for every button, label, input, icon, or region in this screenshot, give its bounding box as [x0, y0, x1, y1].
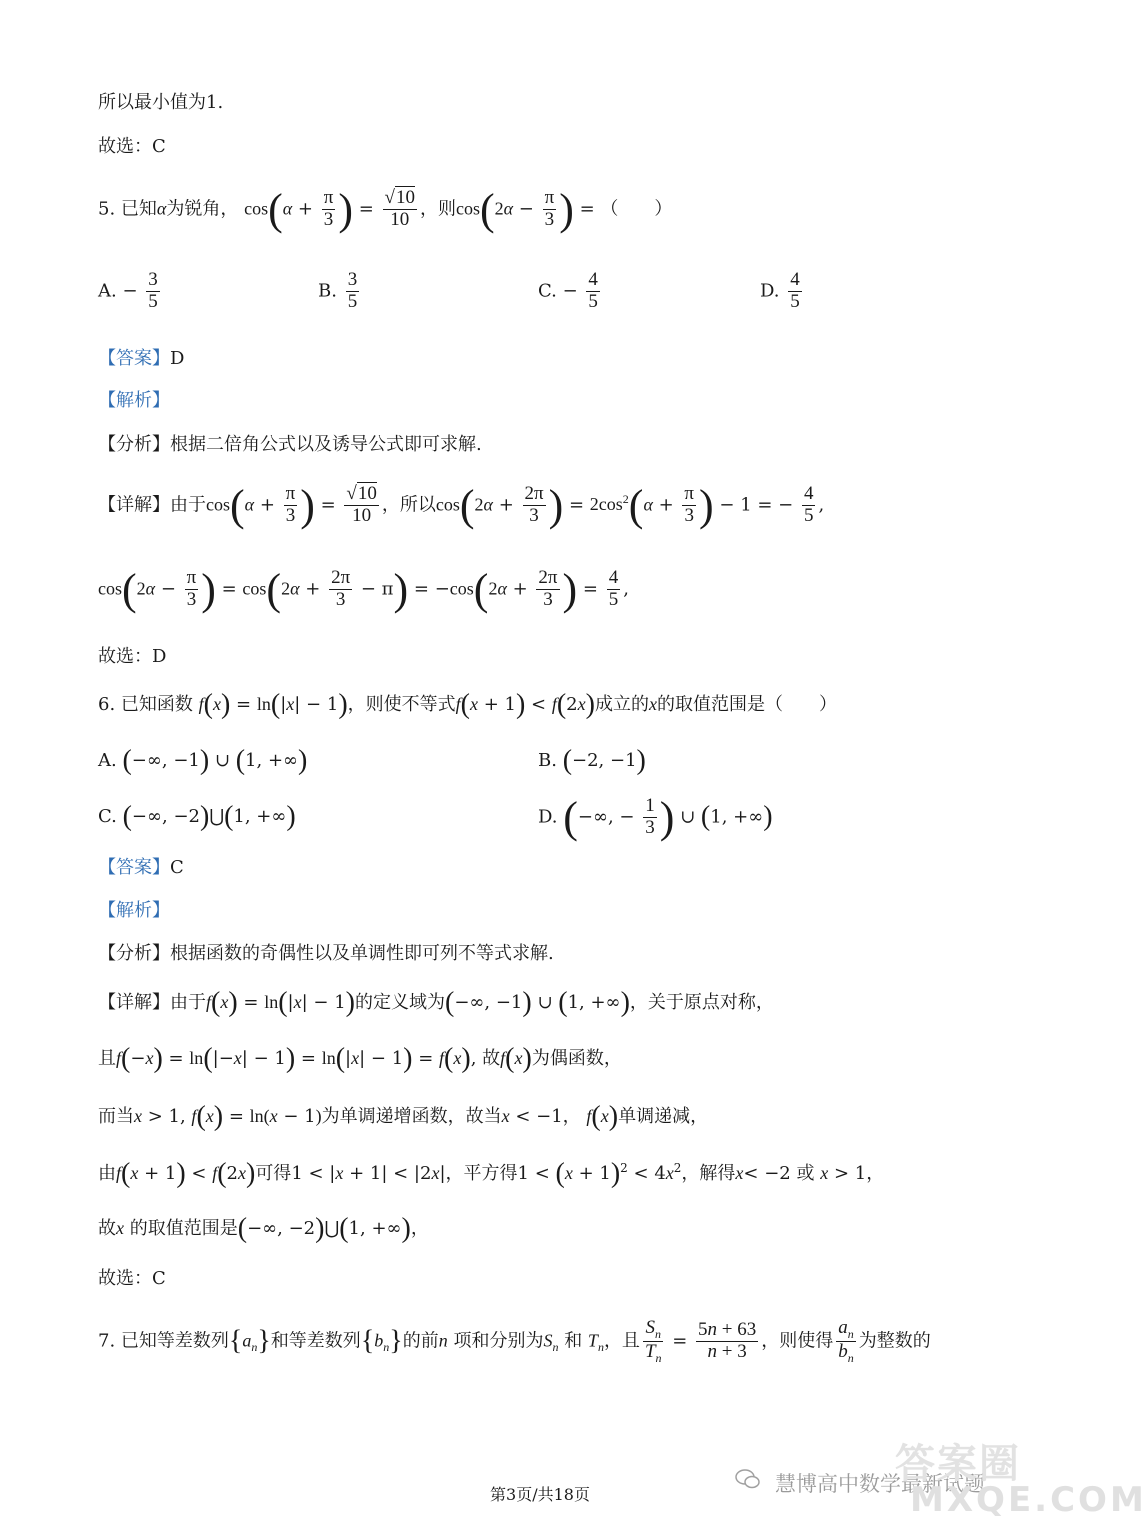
analysis-5: 【分析】根据二倍角公式以及诱导公式即可求解. [98, 434, 482, 455]
page-number: 第3页/共18页 [490, 1485, 590, 1504]
option-5d: D. $\frac{4}{5}$ [760, 269, 800, 312]
detail-5-line1: 【详解】由于cos(α + $\frac{\pi}{3}$ ) = $\frac{√10}{10}$ ，所以cos(2α + $\frac{2\pi}{3}$ ) = $2\cos^2(\alpha$ + $\frac{\pi}{3}$ ) − 1 = − $\frac{4}{5}$ , [98, 480, 825, 530]
detail-6-line2: 且f(−x) = ln(|−x| − 1) = ln(|x| − 1) = f(x), 故f(x)为偶函数， [98, 1043, 622, 1074]
option-6a: A. (−∞, −1) ∪ (1, +∞) [98, 745, 308, 776]
answer-6: 【答案】C [98, 857, 184, 878]
option-5a: A. − $\frac{3}{5}$ [98, 269, 158, 312]
option-5c: C. − $\frac{4}{5}$ [538, 269, 598, 312]
option-6d: D. (−∞, − $\frac{1}{3}$ ) ∪ (1, +∞) [538, 792, 773, 842]
text-line: 所以最小值为1. [98, 92, 224, 113]
watermark-logo: 答案圈 [895, 1441, 1021, 1487]
text-line: 故选：C [98, 136, 166, 157]
analysis-tag: 【解析】 [98, 390, 170, 411]
detail-6-line1: 【详解】由于f(x) = ln(|x| − 1)的定义域为(−∞, −1) ∪ (1, +∞)，关于原点对称， [98, 987, 774, 1018]
analysis-6: 【分析】根据函数的奇偶性以及单调性即可列不等式求解. [98, 943, 554, 964]
watermark [735, 1432, 1147, 1527]
watermark-site: MXQE.COM [910, 1480, 1147, 1520]
detail-6-line4: 由f(x + 1) < f(2x)可得1 < |x + 1| < |2x|，平方得$1 < (x + 1)^2 < 4x^2$，解得x< −2 或 x > 1， [98, 1157, 885, 1189]
watermark-text: 慧博高中数学最新试题 [775, 1472, 985, 1496]
detail-5-line2: cos(2α − $\frac{\pi}{3}$ ) = cos(2α + $\frac{2\pi}{3}$ − π) = −cos(2α + $\frac{2\pi}{3}$ ) = $\frac{4}{5}$ , [98, 564, 629, 614]
detail-6-line5: 故x 的取值范围是(−∞, −2)⋃(1, +∞)， [98, 1213, 429, 1244]
option-5b: B. $\frac{3}{5}$ [318, 269, 358, 312]
text-line: 故选：D [98, 646, 167, 667]
question-7: 7. 已知等差数列$\{a_n\}$和等差数列$\{b_n\}$的前n 项和分别为$S_n$ 和 $T_n$，且 $\frac{S_n}{T_n}$ = $\frac{5n + 63}{n + 3}$ ，则使得 $\frac{a_n}{b_n}$ 为整数的 [98, 1317, 931, 1365]
analysis-tag: 【解析】 [98, 900, 170, 921]
question-6: 6. 已知函数 f(x) = ln(|x| − 1)，则使不等式f(x + 1) < f(2x)成立的x的取值范围是（ ） [98, 689, 837, 720]
text-line: 故选：C [98, 1268, 166, 1289]
question-5: 5. 已知α为锐角， cos(α + $\frac{\pi}{3}$ ) = $\frac{√10}{10}$ ，则cos(2α − $\frac{\pi}{3}$ ) = （ ） [98, 184, 673, 234]
detail-6-line3: 而当x > 1, f(x) = ln(x − 1)为单调递增函数，故当x < −1， f(x)单调递减， [98, 1101, 709, 1132]
option-6b: B. (−2, −1) [538, 745, 646, 776]
option-6c: C. (−∞, −2)⋃(1, +∞) [98, 801, 296, 832]
answer-5: 【答案】D [98, 348, 185, 369]
